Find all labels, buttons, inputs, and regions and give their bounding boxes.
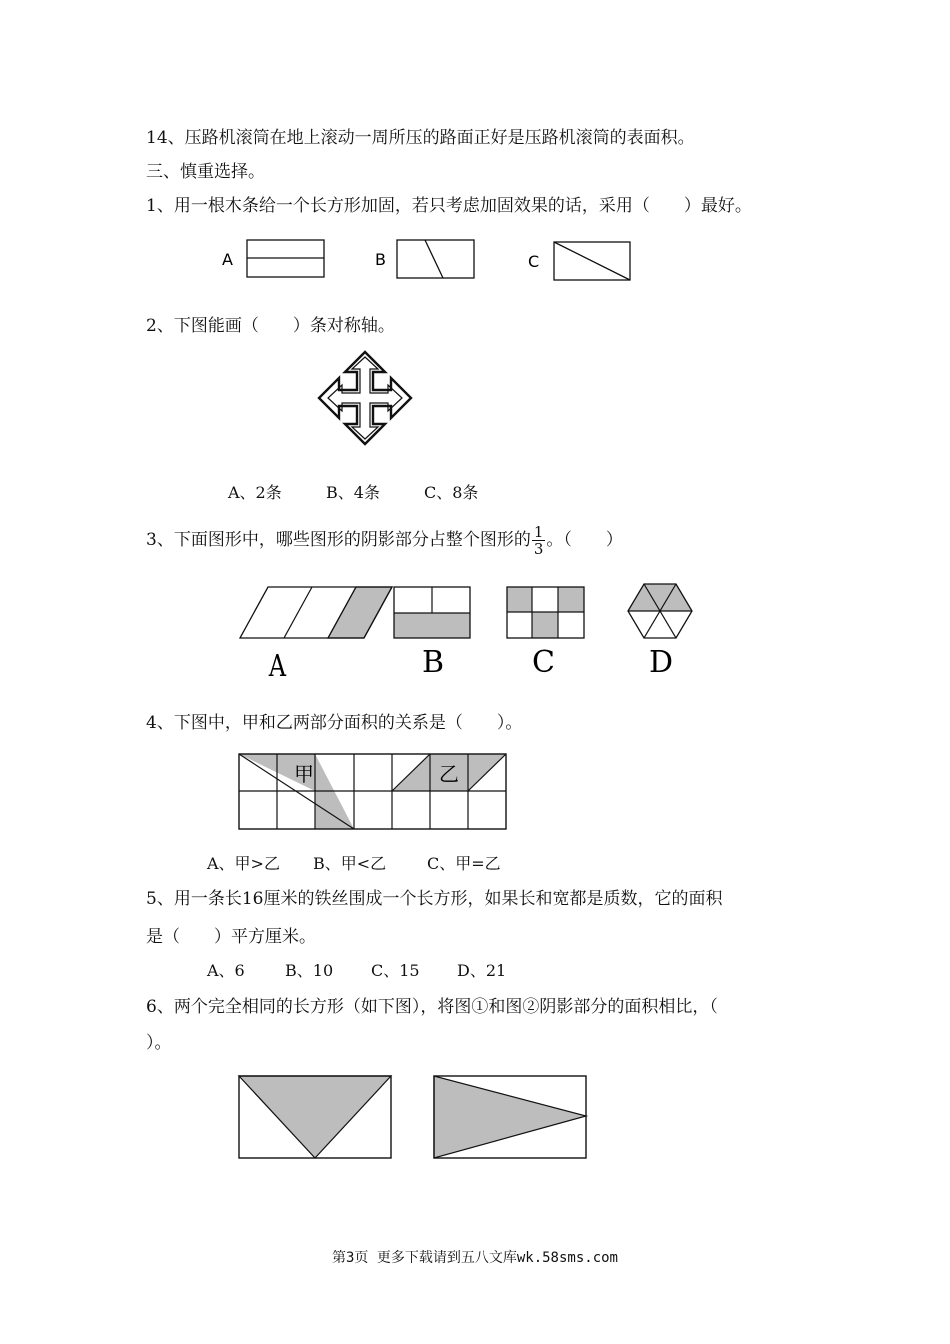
four-way-arrow-inner <box>328 357 402 439</box>
q5-option-b[interactable]: B、10 <box>285 961 334 980</box>
q3-text-before: 3、下面图形中，哪些图形的阴影部分占整个图形的 <box>146 530 531 550</box>
q3-fig-c-shade-1 <box>507 587 532 612</box>
q4-label-yi: 乙 <box>439 762 459 786</box>
q3-text-after: 。（ ） <box>546 530 623 550</box>
q2-option-b[interactable]: B、4条 <box>326 483 380 502</box>
q3-label-c: C <box>532 645 555 680</box>
q5-option-c[interactable]: C、15 <box>371 961 420 980</box>
q5-options <box>207 960 506 982</box>
q1-label-b: B <box>375 250 386 269</box>
fraction-numerator: 1 <box>533 523 544 541</box>
q1-brace-c <box>554 242 630 280</box>
question-1-text: 1、用一根木条给一个长方形加固，若只考虑加固效果的话，采用（ ）最好。 <box>146 196 752 216</box>
q1-figures <box>210 232 650 288</box>
q1-rect-b <box>397 240 474 278</box>
question-14: 14、压路机滚筒在地上滚动一周所压的路面正好是压路机滚筒的表面积。 <box>146 128 695 148</box>
question-3-text <box>146 524 623 557</box>
q2-options <box>228 482 478 504</box>
q2-option-c[interactable]: C、8条 <box>424 483 479 502</box>
q3-figures <box>236 584 696 684</box>
q2-arrow-cross <box>315 350 415 446</box>
q3-fig-c-shade-3 <box>532 612 558 638</box>
q1-brace-b <box>425 240 443 278</box>
q4-grid-figure <box>238 753 510 833</box>
fraction-denominator: 3 <box>533 540 544 558</box>
q6-fig2-shaded-triangle <box>434 1076 586 1158</box>
q1-label-a: A <box>222 250 233 269</box>
q3-fig-a-shaded <box>328 587 392 638</box>
four-way-arrow-shape <box>319 352 411 444</box>
question-6-line-1: 6、两个完全相同的长方形（如下图），将图①和图②阴影部分的面积相比，（ <box>146 997 718 1017</box>
q4-label-jia: 甲 <box>294 762 314 786</box>
page-footer: 第3页 更多下载请到五八文库wk.58sms.com <box>331 1250 618 1266</box>
q4-option-a[interactable]: A、甲>乙 <box>207 854 280 873</box>
question-4-text: 4、下图中，甲和乙两部分面积的关系是（ ）。 <box>146 713 523 733</box>
q3-label-d: D <box>649 645 674 680</box>
q6-figures <box>238 1075 590 1161</box>
q3-fig-b-shaded <box>394 613 470 638</box>
q2-option-a[interactable]: A、2条 <box>228 483 282 502</box>
q4-option-b[interactable]: B、甲<乙 <box>313 854 387 873</box>
q3-fig-a-divider-1 <box>284 587 312 638</box>
question-2-text: 2、下图能画（ ）条对称轴。 <box>146 316 395 336</box>
question-5-line-2: 是（ ）平方厘米。 <box>146 927 316 947</box>
q5-option-d[interactable]: D、21 <box>457 961 507 980</box>
q4-option-c[interactable]: C、甲=乙 <box>427 854 501 873</box>
q5-option-a[interactable]: A、6 <box>207 961 245 980</box>
question-5-line-1: 5、用一条长16厘米的铁丝围成一个长方形，如果长和宽都是质数，它的面积 <box>146 889 723 909</box>
q3-fig-c-shade-2 <box>558 587 584 612</box>
q1-label-c: C <box>528 252 540 271</box>
fraction-one-third <box>532 524 546 557</box>
q6-fig1-shaded-triangle <box>239 1076 391 1158</box>
q3-label-a: A <box>268 649 287 684</box>
q3-label-b: B <box>422 645 445 680</box>
section-heading: 三、慎重选择。 <box>146 162 265 182</box>
q4-options <box>207 853 501 875</box>
question-6-line-2: ）。 <box>146 1033 172 1053</box>
